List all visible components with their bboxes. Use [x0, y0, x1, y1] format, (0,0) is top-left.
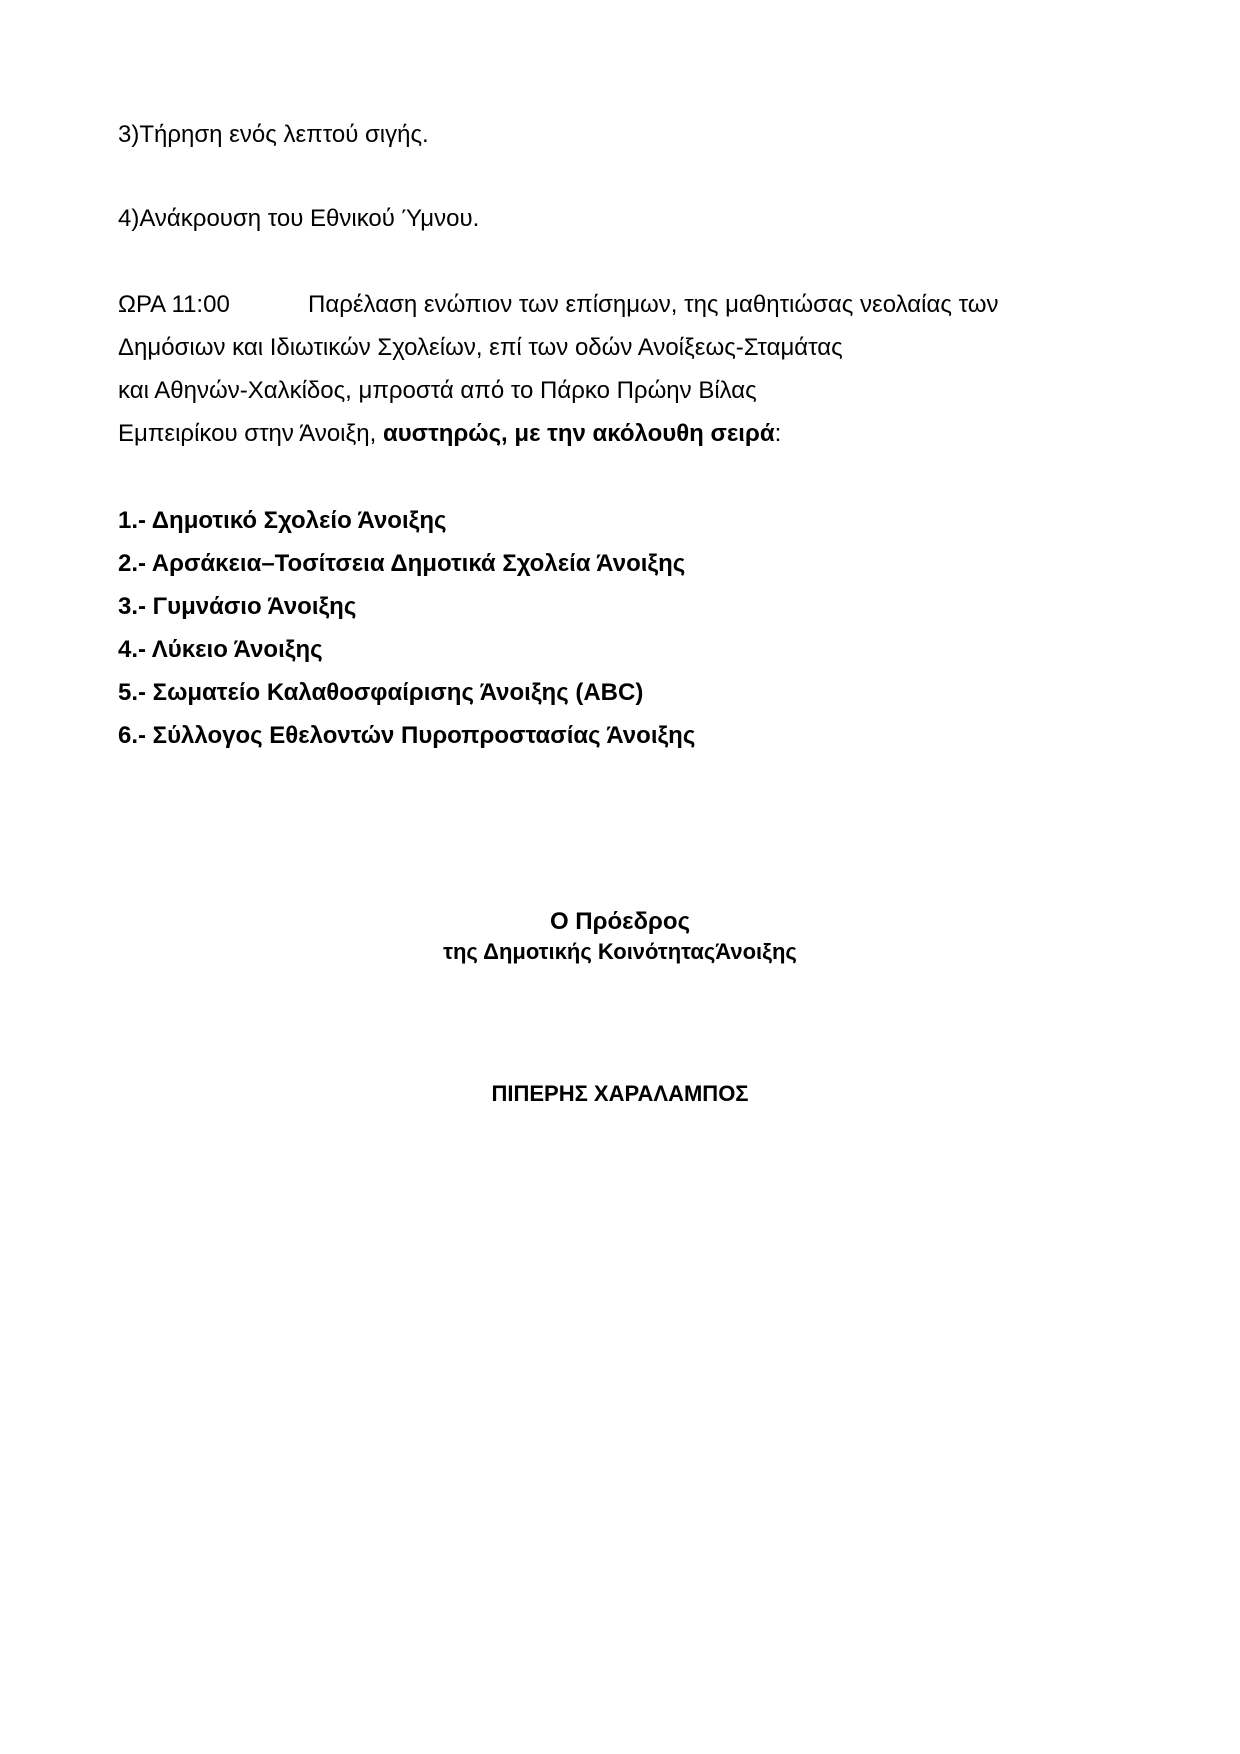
parade-time: ΩΡΑ 11:00	[118, 291, 230, 318]
parade-text-4: Εμπειρίκου στην Άνοιξη,	[118, 420, 383, 447]
signature-name: ΠΙΠΕΡΗΣ ΧΑΡΑΛΑΜΠΟΣ	[491, 1081, 749, 1106]
parade-line-3: και Αθηνών-Χαλκίδος, μπροστά από το Πάρκο Πρώην Βίλας	[118, 377, 757, 404]
parade-text-1: Παρέλαση ενώπιον των επίσημων, της μαθητιώσας νεολαίας των	[308, 291, 999, 318]
parade-line-4	[118, 419, 781, 449]
signature-subtitle: της Δημοτικής ΚοινότηταςΆνοιξης	[443, 939, 797, 964]
parade-line-2: Δημόσιων και Ιδιωτικών Σχολείων, επί των οδών Ανοίξεως-Σταμάτας	[118, 334, 843, 361]
signature-title: Ο Πρόεδρος	[549, 908, 691, 935]
list-item: 1.- Δημοτικό Σχολείο Άνοιξης	[118, 507, 447, 534]
list-item: 5.- Σωματείο Καλαθοσφαίρισης Άνοιξης (ABC)	[118, 679, 644, 706]
list-item: 3.- Γυμνάσιο Άνοιξης	[118, 593, 357, 620]
parade-line-1	[118, 290, 998, 320]
program-step-3: 3)Τήρηση ενός λεπτού σιγής.	[118, 121, 429, 148]
list-item: 6.- Σύλλογος Εθελοντών Πυροπροστασίας Άνοιξης	[118, 722, 696, 749]
parade-emphasis: αυστηρώς, με την ακόλουθη σειρά	[382, 420, 775, 447]
list-item: 2.- Αρσάκεια–Τοσίτσεια Δημοτικά Σχολεία Άνοιξης	[118, 550, 686, 577]
parade-colon: :	[774, 420, 782, 447]
list-item: 4.- Λύκειο Άνοιξης	[118, 636, 323, 663]
program-step-4: 4)Ανάκρουση του Εθνικού Ύμνου.	[118, 205, 480, 232]
